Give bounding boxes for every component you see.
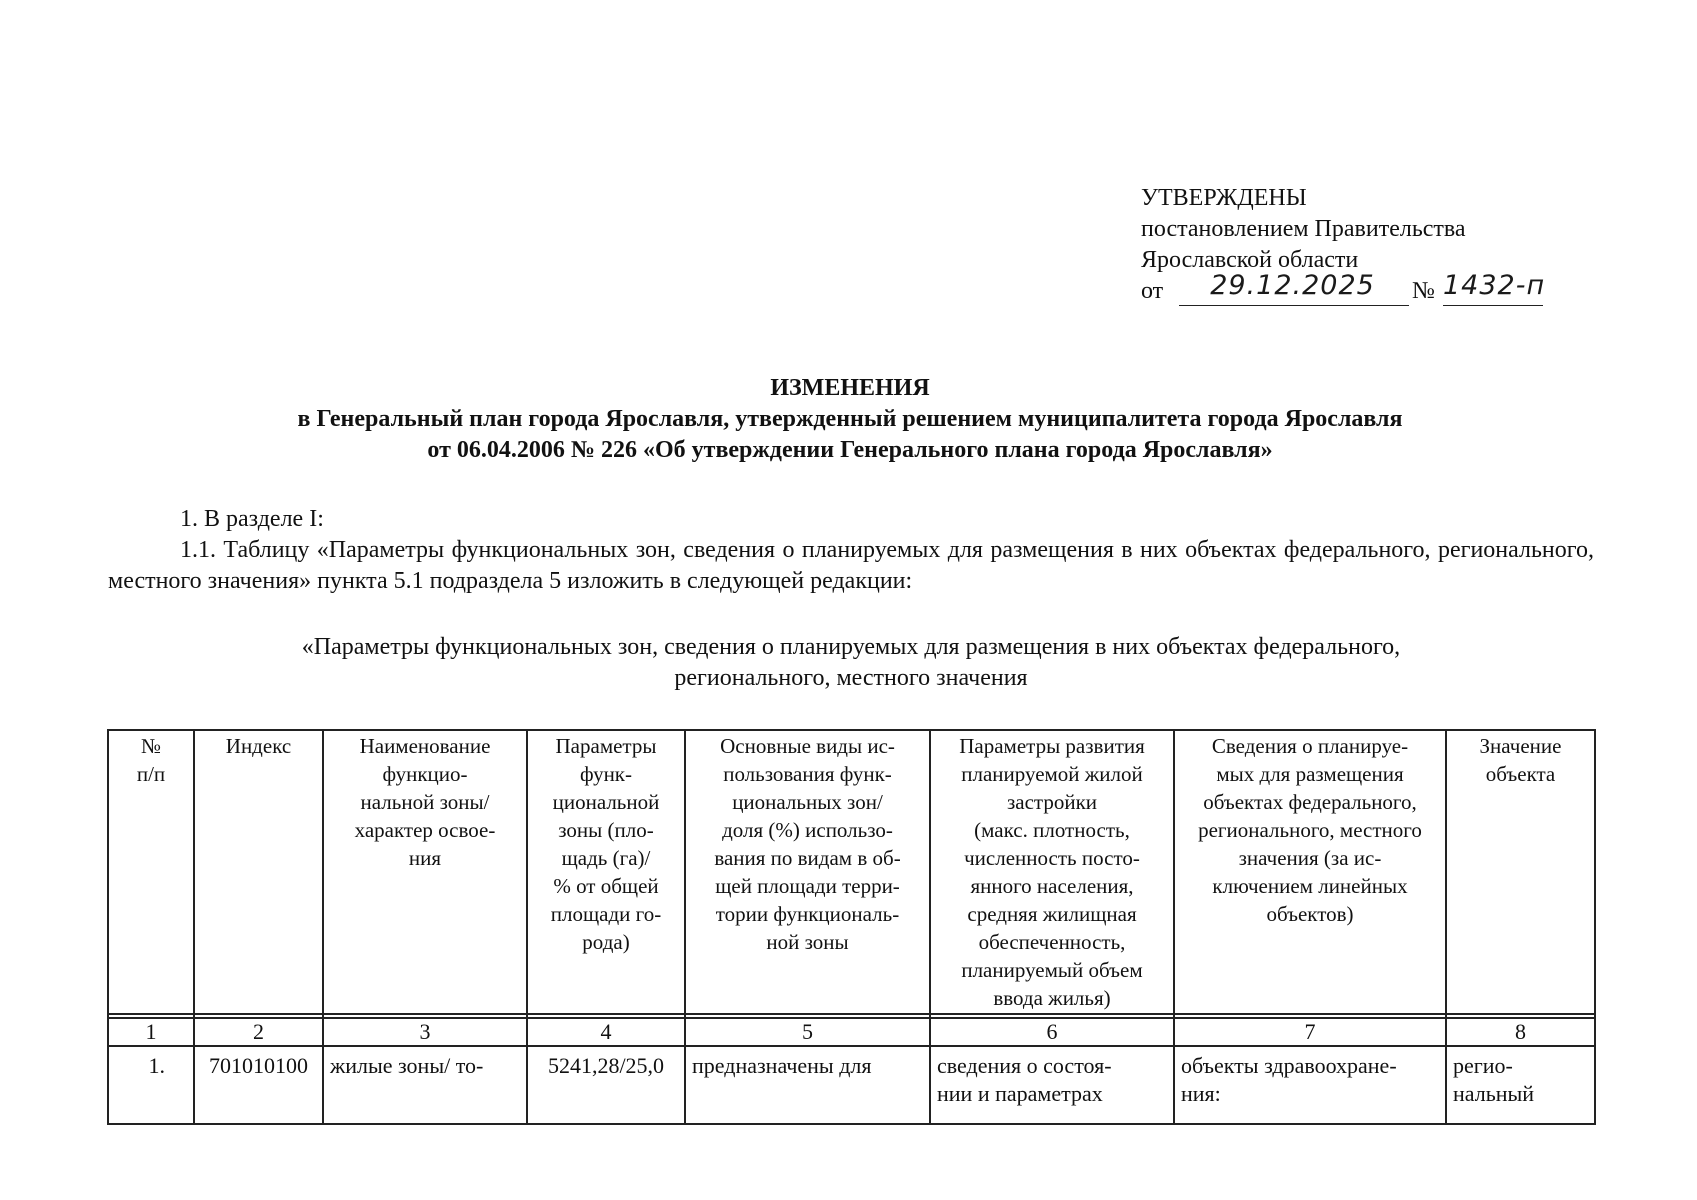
approval-heading: УТВЕРЖДЕНЫ <box>1141 185 1307 211</box>
approval-line-3: Ярославской области <box>1141 247 1359 273</box>
column-number: 3 <box>323 1018 527 1046</box>
header-line: ключением линейных <box>1212 874 1408 898</box>
planned-objects-line-1: объекты здравоохране- <box>1181 1053 1397 1078</box>
header-cell <box>108 730 194 1014</box>
row-number: 1. <box>108 1046 194 1124</box>
header-line: средняя жилищная <box>967 902 1137 926</box>
header-cell <box>685 730 930 1014</box>
document-title <box>100 373 1600 466</box>
header-line: Индекс <box>225 734 292 758</box>
header-line: объектах федерального, <box>1203 790 1417 814</box>
header-cell <box>930 730 1174 1014</box>
column-number: 7 <box>1174 1018 1446 1046</box>
parameters-table <box>107 729 1596 1125</box>
header-line: доля (%) использо- <box>722 818 893 842</box>
header-line: пользования функ- <box>723 762 892 786</box>
header-line: значения (за ис- <box>1238 846 1382 870</box>
object-significance <box>1446 1046 1595 1124</box>
header-cell <box>194 730 323 1014</box>
header-line: Основные виды ис- <box>720 734 895 758</box>
column-number-row <box>108 1018 1595 1046</box>
housing-parameters <box>930 1046 1174 1124</box>
header-line: Параметры развития <box>959 734 1145 758</box>
table-title-line-2: регионального, местного значения <box>674 665 1028 691</box>
header-line: п/п <box>136 762 166 786</box>
zone-index: 701010100 <box>194 1046 323 1124</box>
header-line: планируемой жилой <box>961 762 1143 786</box>
column-number: 4 <box>527 1018 685 1046</box>
number-label: № <box>1412 278 1435 304</box>
paragraph-1-1: 1.1. Таблицу «Параметры функциональных зон, сведения о планируемых для размещения в них объектах федерального, регионального, местного значения» пункта 5.1 подраздела 5 изложить в следующей редакции: <box>108 537 1594 594</box>
header-line: численность посто- <box>964 846 1140 870</box>
header-line: щей площади терри- <box>715 874 900 898</box>
header-line: щадь (га)/ <box>561 846 651 870</box>
header-line: характер освое- <box>354 818 496 842</box>
header-line: площади го- <box>550 902 662 926</box>
header-line: (макс. плотность, <box>974 818 1130 842</box>
header-line: обеспеченность, <box>978 930 1126 954</box>
usage-types: предназначены для <box>685 1046 930 1124</box>
approval-line-2: постановлением Правительства <box>1141 216 1466 242</box>
header-line: объекта <box>1485 762 1556 786</box>
header-line: ввода жилья) <box>993 986 1111 1010</box>
header-line: % от общей <box>553 874 659 898</box>
column-number: 2 <box>194 1018 323 1046</box>
table-title-line-1: «Параметры функциональных зон, сведения о планируемых для размещения в них объектах федерального, <box>301 634 1401 660</box>
handwritten-date: 29.12.2025 <box>1210 270 1375 301</box>
header-line: циональных зон/ <box>732 790 883 814</box>
number-underline <box>1443 305 1543 306</box>
header-cell <box>1174 730 1446 1014</box>
approval-block <box>1141 183 1661 307</box>
object-significance-line-2: нальный <box>1453 1081 1535 1106</box>
housing-parameters-line-2: нии и параметрах <box>937 1081 1103 1106</box>
header-line: зоны (пло- <box>558 818 654 842</box>
table-title <box>108 632 1594 694</box>
zone-parameters: 5241,28/25,0 <box>527 1046 685 1124</box>
header-line: вания по видам в об- <box>714 846 901 870</box>
header-line: янного населения, <box>970 874 1134 898</box>
header-line: Значение <box>1479 734 1562 758</box>
header-line: функ- <box>579 762 633 786</box>
header-line: тории функциональ- <box>715 902 900 926</box>
title-line-2: в Генеральный план города Ярославля, утвержденный решением муниципалитета города Ярославля <box>297 406 1403 432</box>
title-line-3: от 06.04.2006 № 226 «Об утверждении Генерального плана города Ярославля» <box>427 437 1273 463</box>
header-line: Сведения о планируе- <box>1211 734 1409 758</box>
header-line: планируемый объем <box>961 958 1143 982</box>
header-line: Наименование <box>359 734 491 758</box>
planned-objects <box>1174 1046 1446 1124</box>
header-line: рода) <box>582 930 630 954</box>
table-header-row <box>108 730 1595 1014</box>
table-row <box>108 1046 1595 1124</box>
zone-name: жилые зоны/ то- <box>323 1046 527 1124</box>
header-line: Параметры <box>555 734 657 758</box>
header-line: объектов) <box>1266 902 1354 926</box>
header-line: ной зоны <box>766 930 849 954</box>
paragraph-1: 1. В разделе I: <box>180 506 324 532</box>
date-underline <box>1179 305 1409 306</box>
column-number: 8 <box>1446 1018 1595 1046</box>
housing-parameters-line-1: сведения о состоя- <box>937 1053 1112 1078</box>
header-cell <box>527 730 685 1014</box>
column-number: 5 <box>685 1018 930 1046</box>
handwritten-number: 1432-п <box>1443 270 1546 301</box>
header-line: регионального, местного <box>1198 818 1422 842</box>
column-number: 6 <box>930 1018 1174 1046</box>
header-line: нальной зоны/ <box>360 790 490 814</box>
object-significance-line-1: регио- <box>1453 1053 1513 1078</box>
header-line: застройки <box>1006 790 1098 814</box>
planned-objects-line-2: ния: <box>1181 1081 1221 1106</box>
header-line: функцио- <box>382 762 468 786</box>
header-line: № <box>140 734 162 758</box>
title-heading: ИЗМЕНЕНИЯ <box>770 375 930 401</box>
column-number: 1 <box>108 1018 194 1046</box>
header-cell <box>323 730 527 1014</box>
header-line: циональной <box>552 790 660 814</box>
header-cell <box>1446 730 1595 1014</box>
header-line: ния <box>408 846 442 870</box>
from-label: от <box>1141 278 1164 304</box>
header-line: мых для размещения <box>1216 762 1404 786</box>
approval-date-row <box>1141 270 1661 307</box>
